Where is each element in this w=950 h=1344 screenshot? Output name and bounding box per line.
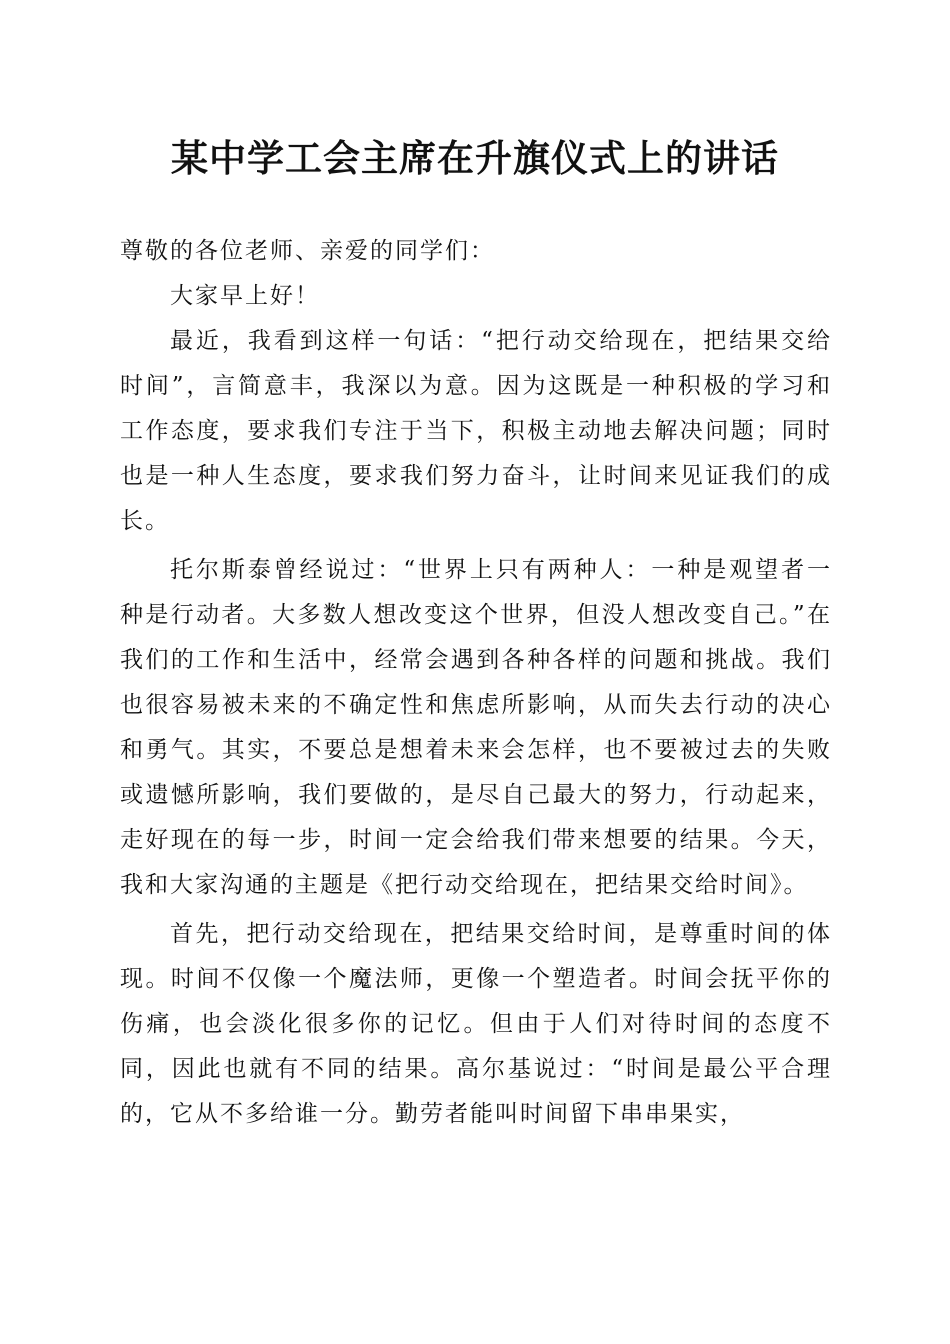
paragraph-greeting: 大家早上好！ (170, 283, 320, 309)
document-body (120, 229, 832, 1137)
paragraph: 最近，我看到这样一句话：“把行动交给现在，把结果交给时间”，言简意丰，我深以为意。因为这既是一种积极的学习和工作态度，要求我们专注于当下，积极主动地去解决问题；同时也是一种人生态度，要求我们努力奋斗，让时间来见证我们的成长。 (120, 328, 832, 534)
document-title: 某中学工会主席在升旗仪式上的讲话 (171, 136, 779, 180)
salutation: 尊敬的各位老师、亲爱的同学们： (120, 238, 495, 264)
paragraph: 首先，把行动交给现在，把结果交给时间，是尊重时间的体现。时间不仅像一个魔法师，更像一个塑造者。时间会抚平你的伤痛，也会淡化很多你的记忆。但由于人们对待时间的态度不同，因此也就有不同的结果。高尔基说过：“时间是最公平合理的，它从不多给谁一分。勤劳者能叫时间留下串串果实， (120, 921, 832, 1127)
paragraph: 托尔斯泰曾经说过：“世界上只有两种人：一种是观望者一种是行动者。大多数人想改变这个世界，但没人想改变自己。”在我们的工作和生活中，经常会遇到各种各样的问题和挑战。我们也很容易被未来的不确定性和焦虑所影响，从而失去行动的决心和勇气。其实，不要总是想着未来会怎样，也不要被过去的失败或遗憾所影响，我们要做的，是尽自己最大的努力，行动起来，走好现在的每一步，时间一定会给我们带来想要的结果。今天，我和大家沟通的主题是《把行动交给现在，把结果交给时间》。 (120, 557, 832, 898)
